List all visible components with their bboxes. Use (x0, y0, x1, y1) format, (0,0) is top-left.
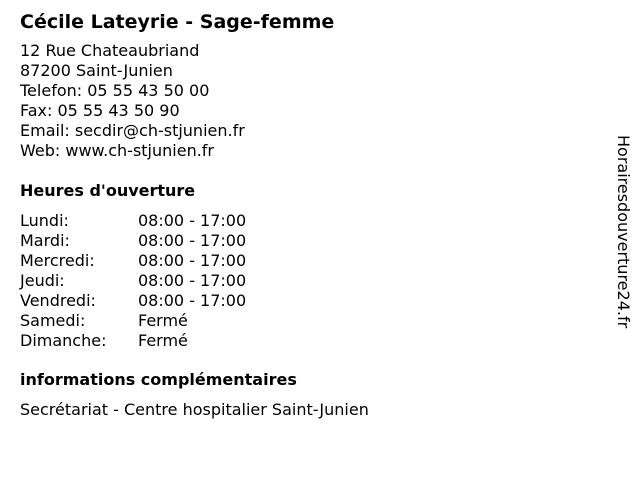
hours-row-tuesday (20, 231, 600, 251)
time-value: Fermé (138, 311, 188, 330)
day-label: Lundi: (20, 211, 69, 230)
additional-info-text: Secrétariat - Centre hospitalier Saint-Junien (20, 400, 369, 419)
opening-hours-heading: Heures d'ouverture (20, 181, 196, 200)
time-value: 08:00 - 17:00 (138, 291, 247, 310)
website-address: Web: www.ch-stjunien.fr (20, 141, 215, 160)
contact-block (20, 41, 600, 161)
time-value: Fermé (138, 331, 188, 350)
day-label: Vendredi: (20, 291, 96, 310)
address-street: 12 Rue Chateaubriand (20, 41, 200, 60)
hours-row-friday (20, 291, 600, 311)
page-title: Cécile Lateyrie - Sage-femme (20, 11, 335, 33)
email-address: Email: secdir@ch-stjunien.fr (20, 121, 245, 140)
hours-row-thursday (20, 271, 600, 291)
hours-row-monday (20, 211, 600, 231)
time-value: 08:00 - 17:00 (138, 271, 247, 290)
day-label: Mardi: (20, 231, 70, 250)
time-value: 08:00 - 17:00 (138, 231, 247, 250)
time-value: 08:00 - 17:00 (138, 211, 247, 230)
opening-hours-table (20, 211, 600, 351)
day-label: Dimanche: (20, 331, 107, 350)
hours-row-sunday (20, 331, 600, 351)
additional-info-heading: informations complémentaires (20, 370, 297, 389)
listing-card (20, 10, 600, 420)
day-label: Mercredi: (20, 251, 95, 270)
time-value: 08:00 - 17:00 (138, 251, 247, 270)
day-label: Samedi: (20, 311, 86, 330)
day-label: Jeudi: (20, 271, 65, 290)
hours-row-saturday (20, 311, 600, 331)
hours-row-wednesday (20, 251, 600, 271)
fax-number: Fax: 05 55 43 50 90 (20, 101, 180, 120)
phone-number: Telefon: 05 55 43 50 00 (20, 81, 210, 100)
address-city: 87200 Saint-Junien (20, 61, 173, 80)
site-watermark: Horairesdouverture24.fr (614, 135, 633, 329)
